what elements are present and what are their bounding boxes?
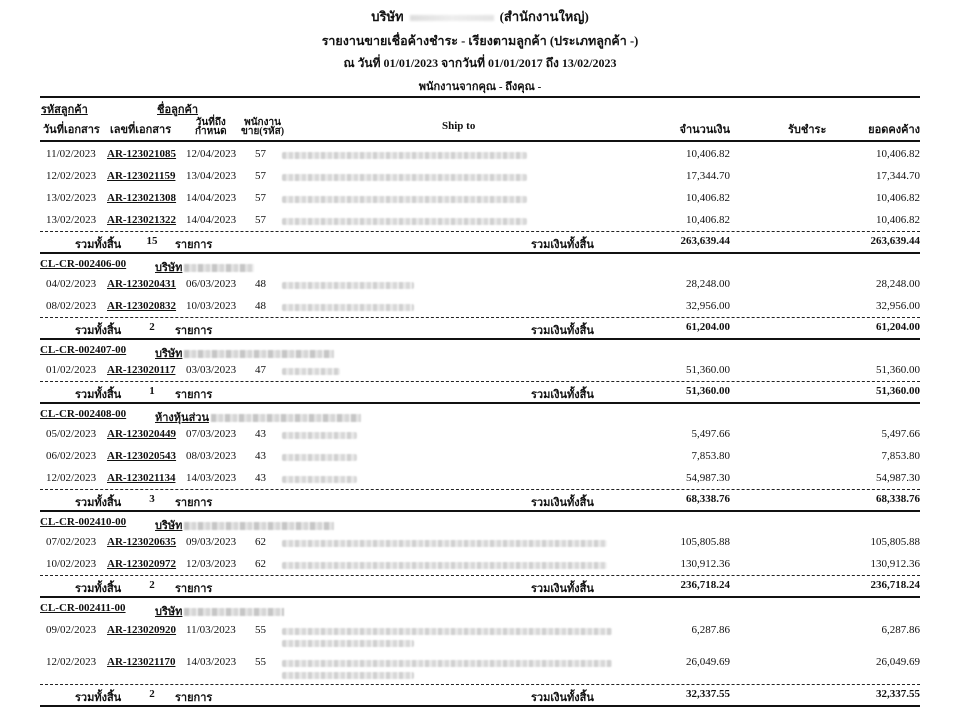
due-date: 09/03/2023 bbox=[186, 536, 237, 548]
amount: 17,344.70 bbox=[686, 170, 730, 182]
salesperson-code: 57 bbox=[255, 148, 266, 160]
total-label: รวมทั้งสิ้น bbox=[75, 497, 122, 509]
doc-number-link[interactable]: AR-123020449 bbox=[107, 428, 177, 440]
subtotal-dashed-rule bbox=[40, 575, 920, 576]
items-label: รายการ bbox=[175, 239, 213, 251]
customer-name-prefix: บริษัท bbox=[155, 262, 183, 274]
table-row bbox=[0, 214, 960, 230]
salesperson-code: 57 bbox=[255, 214, 266, 226]
col-due-date-line1: วันที่ถึง bbox=[195, 117, 226, 128]
customer-code: CL-CR-002407-00 bbox=[40, 344, 127, 356]
total-amount-label: รวมเงินทั้งสิ้น bbox=[531, 239, 594, 251]
balance: 32,956.00 bbox=[876, 300, 920, 312]
doc-date: 01/02/2023 bbox=[46, 364, 97, 376]
items-label: รายการ bbox=[175, 583, 213, 595]
doc-number-link[interactable]: AR-123020972 bbox=[107, 558, 177, 570]
customer-code: CL-CR-002408-00 bbox=[40, 408, 127, 420]
customer-group-header bbox=[0, 602, 960, 618]
item-count: 3 bbox=[149, 493, 155, 505]
due-date: 14/03/2023 bbox=[186, 656, 237, 668]
table-row bbox=[0, 170, 960, 186]
header-bottom-rule bbox=[40, 140, 920, 142]
salesperson-code: 48 bbox=[255, 278, 266, 290]
table-row bbox=[0, 624, 960, 652]
doc-number-link[interactable]: AR-123020920 bbox=[107, 624, 177, 636]
balance: 10,406.82 bbox=[876, 192, 920, 204]
total-amount: 61,204.00 bbox=[686, 321, 730, 333]
total-balance: 68,338.76 bbox=[876, 493, 920, 505]
amount: 54,987.30 bbox=[686, 472, 730, 484]
redacted-ship-to bbox=[282, 304, 414, 311]
salesperson-code: 48 bbox=[255, 300, 266, 312]
header-top-rule bbox=[40, 96, 920, 98]
col-paid: รับชำระ bbox=[788, 124, 827, 136]
group-separator-rule bbox=[40, 596, 920, 598]
amount: 10,406.82 bbox=[686, 148, 730, 160]
col-doc-date: วันที่เอกสาร bbox=[43, 124, 100, 136]
redacted-ship-to bbox=[282, 562, 607, 569]
doc-date: 12/02/2023 bbox=[46, 656, 97, 668]
table-row bbox=[0, 536, 960, 552]
doc-number-link[interactable]: AR-123021085 bbox=[107, 148, 177, 160]
doc-date: 13/02/2023 bbox=[46, 192, 97, 204]
due-date: 10/03/2023 bbox=[186, 300, 237, 312]
amount: 7,853.80 bbox=[691, 450, 730, 462]
col-customer-name: ชื่อลูกค้า bbox=[157, 104, 199, 116]
redacted-ship-to bbox=[282, 152, 527, 159]
balance: 54,987.30 bbox=[876, 472, 920, 484]
table-row bbox=[0, 300, 960, 316]
group-separator-rule bbox=[40, 705, 920, 707]
customer-group-header bbox=[0, 516, 960, 532]
balance: 7,853.80 bbox=[881, 450, 920, 462]
redacted-ship-to bbox=[282, 368, 340, 375]
col-balance: ยอดคงค้าง bbox=[868, 124, 920, 136]
amount: 105,805.88 bbox=[680, 536, 730, 548]
total-balance: 236,718.24 bbox=[870, 579, 920, 591]
salesperson-code: 55 bbox=[255, 656, 266, 668]
table-row bbox=[0, 450, 960, 466]
report-title: รายงานขายเชื่อค้างชำระ - เรียงตามลูกค้า (ประเภทลูกค้า -) bbox=[321, 34, 639, 48]
salesperson-code: 43 bbox=[255, 472, 266, 484]
doc-number-link[interactable]: AR-123021170 bbox=[107, 656, 176, 668]
balance: 17,344.70 bbox=[876, 170, 920, 182]
salesperson-code: 43 bbox=[255, 428, 266, 440]
doc-date: 09/02/2023 bbox=[46, 624, 97, 636]
balance: 6,287.86 bbox=[881, 624, 920, 636]
col-salesperson-line1: พนักงาน bbox=[244, 117, 281, 128]
balance: 28,248.00 bbox=[876, 278, 920, 290]
subtotal-dashed-rule bbox=[40, 489, 920, 490]
table-row bbox=[0, 192, 960, 208]
balance: 5,497.66 bbox=[881, 428, 920, 440]
total-amount-label: รวมเงินทั้งสิ้น bbox=[531, 583, 594, 595]
total-label: รวมทั้งสิ้น bbox=[75, 325, 122, 337]
redacted-ship-to bbox=[282, 540, 607, 547]
subtotal-dashed-rule bbox=[40, 381, 920, 382]
total-balance: 32,337.55 bbox=[876, 688, 920, 700]
redacted-ship-to bbox=[282, 624, 612, 647]
amount: 26,049.69 bbox=[686, 656, 730, 668]
group-total-row bbox=[0, 579, 960, 595]
group-total-row bbox=[0, 235, 960, 251]
salesperson-code: 57 bbox=[255, 192, 266, 204]
doc-number-link[interactable]: AR-123020832 bbox=[107, 300, 177, 312]
redacted-ship-to bbox=[282, 454, 357, 461]
due-date: 07/03/2023 bbox=[186, 428, 237, 440]
total-amount-label: รวมเงินทั้งสิ้น bbox=[531, 325, 594, 337]
table-row bbox=[0, 278, 960, 294]
salesperson-code: 62 bbox=[255, 536, 266, 548]
amount: 51,360.00 bbox=[686, 364, 730, 376]
doc-date: 12/02/2023 bbox=[46, 170, 97, 182]
salesperson-code: 43 bbox=[255, 450, 266, 462]
report-employee-range: พนักงานจากคุณ - ถึงคุณ - bbox=[418, 81, 542, 93]
group-total-row bbox=[0, 385, 960, 401]
table-row bbox=[0, 558, 960, 574]
balance: 130,912.36 bbox=[870, 558, 920, 570]
items-label: รายการ bbox=[175, 389, 213, 401]
table-row bbox=[0, 364, 960, 380]
total-label: รวมทั้งสิ้น bbox=[75, 239, 122, 251]
redacted-customer-name bbox=[184, 608, 284, 616]
group-total-row bbox=[0, 321, 960, 337]
due-date: 06/03/2023 bbox=[186, 278, 237, 290]
total-amount-label: รวมเงินทั้งสิ้น bbox=[531, 692, 594, 704]
customer-code: CL-CR-002411-00 bbox=[40, 602, 126, 614]
amount: 5,497.66 bbox=[691, 428, 730, 440]
table-row bbox=[0, 472, 960, 488]
redacted-ship-to bbox=[282, 174, 527, 181]
col-amount: จำนวนเงิน bbox=[679, 124, 730, 136]
subtotal-dashed-rule bbox=[40, 317, 920, 318]
doc-number-link[interactable]: AR-123020117 bbox=[107, 364, 176, 376]
salesperson-code: 47 bbox=[255, 364, 266, 376]
salesperson-code: 57 bbox=[255, 170, 266, 182]
doc-number-link[interactable]: AR-123020431 bbox=[107, 278, 177, 290]
total-amount: 236,718.24 bbox=[680, 579, 730, 591]
col-due-date bbox=[195, 118, 227, 136]
amount: 28,248.00 bbox=[686, 278, 730, 290]
doc-number-link[interactable]: AR-123021308 bbox=[107, 192, 177, 204]
due-date: 13/04/2023 bbox=[186, 170, 237, 182]
doc-date: 08/02/2023 bbox=[46, 300, 97, 312]
customer-name-prefix: บริษัท bbox=[155, 606, 183, 618]
amount: 10,406.82 bbox=[686, 214, 730, 226]
item-count: 2 bbox=[149, 688, 155, 700]
redacted-ship-to bbox=[282, 196, 527, 203]
balance: 10,406.82 bbox=[876, 148, 920, 160]
group-total-row bbox=[0, 688, 960, 704]
col-customer-code: รหัสลูกค้า bbox=[41, 104, 88, 116]
doc-number-link[interactable]: AR-123021134 bbox=[107, 472, 176, 484]
total-amount: 32,337.55 bbox=[686, 688, 730, 700]
total-amount-label: รวมเงินทั้งสิ้น bbox=[531, 389, 594, 401]
item-count: 15 bbox=[146, 235, 158, 247]
col-doc-no: เลขที่เอกสาร bbox=[110, 124, 172, 136]
doc-date: 05/02/2023 bbox=[46, 428, 97, 440]
item-count: 2 bbox=[149, 321, 155, 333]
table-row bbox=[0, 428, 960, 444]
amount: 32,956.00 bbox=[686, 300, 730, 312]
amount: 10,406.82 bbox=[686, 192, 730, 204]
group-separator-rule bbox=[40, 402, 920, 404]
redacted-customer-name bbox=[184, 522, 334, 530]
due-date: 12/04/2023 bbox=[186, 148, 237, 160]
redacted-customer-name bbox=[184, 264, 254, 272]
amount: 130,912.36 bbox=[680, 558, 730, 570]
total-balance: 61,204.00 bbox=[876, 321, 920, 333]
total-amount: 68,338.76 bbox=[686, 493, 730, 505]
doc-date: 04/02/2023 bbox=[46, 278, 97, 290]
customer-name-prefix: บริษัท bbox=[155, 520, 183, 532]
total-amount: 51,360.00 bbox=[686, 385, 730, 397]
balance: 26,049.69 bbox=[876, 656, 920, 668]
doc-date: 11/02/2023 bbox=[46, 148, 96, 160]
customer-group-header bbox=[0, 344, 960, 360]
subtotal-dashed-rule bbox=[40, 231, 920, 232]
due-date: 03/03/2023 bbox=[186, 364, 237, 376]
due-date: 14/03/2023 bbox=[186, 472, 237, 484]
item-count: 2 bbox=[149, 579, 155, 591]
amount: 6,287.86 bbox=[691, 624, 730, 636]
table-row bbox=[0, 656, 960, 684]
company-title bbox=[0, 6, 960, 27]
redacted-customer-name bbox=[211, 414, 361, 422]
group-separator-rule bbox=[40, 510, 920, 512]
doc-number-link[interactable]: AR-123020543 bbox=[107, 450, 177, 462]
doc-date: 07/02/2023 bbox=[46, 536, 97, 548]
subtotal-dashed-rule bbox=[40, 684, 920, 685]
doc-number-link[interactable]: AR-123020635 bbox=[107, 536, 177, 548]
due-date: 14/04/2023 bbox=[186, 192, 237, 204]
redacted-ship-to bbox=[282, 282, 414, 289]
group-total-row bbox=[0, 493, 960, 509]
group-separator-rule bbox=[40, 252, 920, 254]
redacted-customer-name bbox=[184, 350, 334, 358]
customer-code: CL-CR-002410-00 bbox=[40, 516, 127, 528]
balance: 10,406.82 bbox=[876, 214, 920, 226]
total-balance: 51,360.00 bbox=[876, 385, 920, 397]
doc-date: 12/02/2023 bbox=[46, 472, 97, 484]
col-due-date-line2: กำหนด bbox=[195, 126, 227, 137]
salesperson-code: 55 bbox=[255, 624, 266, 636]
col-ship-to: Ship to bbox=[442, 120, 476, 132]
due-date: 11/03/2023 bbox=[186, 624, 236, 636]
customer-group-header bbox=[0, 408, 960, 424]
doc-date: 13/02/2023 bbox=[46, 214, 97, 226]
customer-name-prefix: ห้างหุ้นส่วน bbox=[155, 412, 209, 424]
customer-code: CL-CR-002406-00 bbox=[40, 258, 127, 270]
company-suffix: (สำนักงานใหญ่) bbox=[499, 9, 589, 24]
balance: 105,805.88 bbox=[870, 536, 920, 548]
redacted-ship-to bbox=[282, 656, 612, 679]
due-date: 14/04/2023 bbox=[186, 214, 237, 226]
customer-name-prefix: บริษัท bbox=[155, 348, 183, 360]
customer-group-header bbox=[0, 258, 960, 274]
total-label: รวมทั้งสิ้น bbox=[75, 692, 122, 704]
table-row bbox=[0, 148, 960, 164]
report-date-range: ณ วันที่ 01/01/2023 จากวันที่ 01/01/2017 ถึง 13/02/2023 bbox=[343, 56, 617, 70]
items-label: รายการ bbox=[175, 497, 213, 509]
group-separator-rule bbox=[40, 338, 920, 340]
redacted-ship-to bbox=[282, 476, 357, 483]
doc-date: 10/02/2023 bbox=[46, 558, 97, 570]
item-count: 1 bbox=[149, 385, 155, 397]
total-label: รวมทั้งสิ้น bbox=[75, 389, 122, 401]
total-label: รวมทั้งสิ้น bbox=[75, 583, 122, 595]
salesperson-code: 62 bbox=[255, 558, 266, 570]
col-salesperson bbox=[241, 118, 284, 136]
items-label: รายการ bbox=[175, 325, 213, 337]
doc-date: 06/02/2023 bbox=[46, 450, 97, 462]
redacted-company-name bbox=[410, 15, 494, 21]
col-salesperson-line2: ขาย(รหัส) bbox=[241, 126, 285, 137]
redacted-ship-to bbox=[282, 218, 527, 225]
doc-number-link[interactable]: AR-123021322 bbox=[107, 214, 177, 226]
total-balance: 263,639.44 bbox=[870, 235, 920, 247]
total-amount: 263,639.44 bbox=[680, 235, 730, 247]
doc-number-link[interactable]: AR-123021159 bbox=[107, 170, 176, 182]
total-amount-label: รวมเงินทั้งสิ้น bbox=[531, 497, 594, 509]
items-label: รายการ bbox=[175, 692, 213, 704]
balance: 51,360.00 bbox=[876, 364, 920, 376]
redacted-ship-to bbox=[282, 432, 357, 439]
due-date: 08/03/2023 bbox=[186, 450, 237, 462]
company-prefix: บริษัท bbox=[371, 9, 404, 24]
due-date: 12/03/2023 bbox=[186, 558, 237, 570]
